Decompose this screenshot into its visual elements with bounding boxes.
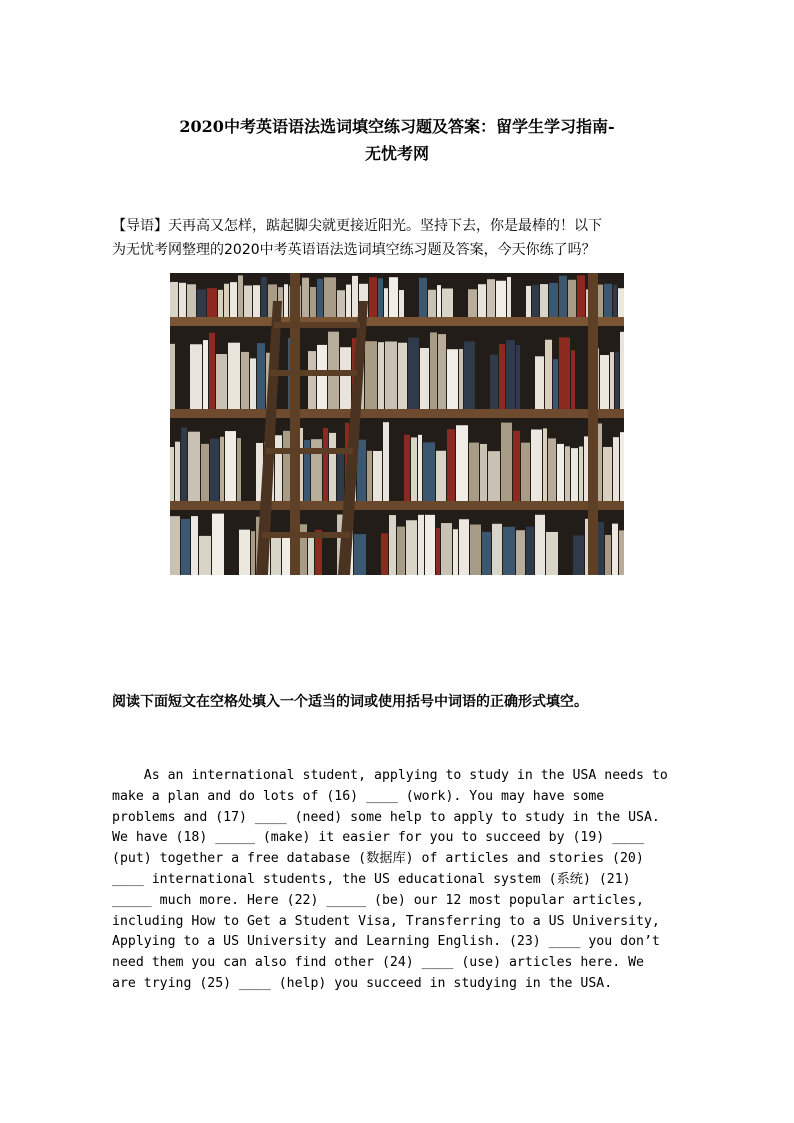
book-spine [559, 337, 570, 409]
book-spine [620, 432, 624, 501]
book-spine [271, 532, 281, 575]
book-spine [423, 442, 435, 501]
book-spine [378, 342, 384, 409]
book-spine [352, 276, 358, 317]
title-line-1: 2020中考英语语法选词填空练习题及答案：留学生学习指南- [179, 117, 615, 136]
book-spine [261, 277, 267, 317]
book-spine [548, 438, 556, 501]
book-spine [571, 350, 575, 409]
book-spine [531, 429, 542, 501]
book-spine [230, 282, 237, 317]
book-spine [568, 280, 576, 317]
book-spine [438, 334, 446, 409]
book-spine [501, 423, 512, 501]
book-spine [425, 515, 435, 575]
book-spine [420, 348, 429, 409]
book-spine [220, 437, 224, 501]
book-spine [170, 344, 175, 409]
book-spine [357, 440, 366, 501]
book-spine [516, 530, 525, 575]
book-spine [367, 451, 372, 501]
book-spine [573, 535, 584, 575]
passage-line: _____ much more. Here (22) _____ (be) our 12 most popular articles, [112, 892, 644, 908]
book-spine [389, 515, 396, 575]
book-spine [559, 276, 567, 317]
book-spine [209, 333, 215, 409]
book-spine [535, 356, 544, 409]
book-spine [373, 451, 382, 501]
book-spine [436, 528, 440, 575]
book-spine [170, 447, 174, 501]
book-spine [340, 347, 351, 409]
book-spine [225, 431, 236, 501]
book-spine [275, 435, 282, 501]
passage-line: ____ international students, the US educational system (系统) (21) [112, 871, 631, 887]
book-spine [447, 429, 455, 501]
book-spine [577, 275, 585, 317]
book-spine [404, 435, 410, 501]
passage-line: including How to Get a Student Visa, Transferring to a US University, [112, 913, 660, 929]
book-spine [346, 285, 351, 317]
book-spine [218, 290, 223, 317]
book-spine [406, 520, 417, 575]
instruction-text: 阅读下面短文在空格处填入一个适当的词或使用括号中词语的正确形式填空。 [112, 694, 588, 710]
book-spine [365, 341, 377, 409]
book-spine [419, 278, 427, 317]
book-spine [212, 514, 224, 575]
passage-line: problems and (17) ____ (need) some help to apply to study in the USA. [112, 809, 660, 825]
bookshelf-photo [170, 273, 624, 575]
book-spine [487, 279, 495, 317]
book-spine [190, 344, 202, 409]
book-spine [478, 284, 486, 317]
book-spine [188, 432, 200, 501]
book-spine [385, 342, 397, 409]
book-spine [216, 354, 227, 409]
cloze-passage [112, 766, 692, 995]
book-spine [543, 428, 547, 501]
passage-line: need them you can also find other (24) ____ (use) articles here. We [112, 955, 644, 971]
book-spine [459, 349, 463, 409]
book-spine [384, 288, 388, 317]
book-spine [468, 289, 477, 317]
book-spine [329, 433, 336, 501]
book-spine [210, 439, 219, 501]
passage-line: are trying (25) ____ (help) you succeed in studying in the USA. [112, 975, 613, 991]
book-spine [436, 451, 446, 501]
book-spine [456, 425, 468, 501]
book-spine [506, 340, 515, 409]
book-spine [598, 522, 604, 575]
book-spine [545, 340, 552, 409]
book-spine [579, 447, 583, 501]
book-spine [603, 447, 612, 501]
intro-line-1: 【导语】天再高又怎样，踮起脚尖就更接近阳光。坚持下去，你是最棒的！以下 [112, 218, 602, 234]
book-spine [228, 343, 240, 409]
book-spine [170, 282, 178, 317]
book-spine [237, 438, 241, 501]
book-spine [526, 286, 531, 317]
book-spine [600, 355, 609, 409]
book-spine [612, 524, 618, 575]
book-spine [620, 332, 624, 409]
book-spine [250, 358, 256, 409]
book-spine [442, 288, 453, 317]
book-spine [521, 443, 530, 501]
book-spine [317, 279, 323, 317]
book-spine [253, 285, 260, 317]
book-spine [540, 284, 548, 317]
book-spine [170, 516, 180, 575]
book-spine [284, 284, 288, 317]
book-spine [441, 523, 452, 575]
passage-line: (put) together a free database (数据库) of articles and stories (20) [112, 851, 644, 867]
passage-line: Applying to a US University and Learning English. (23) ____ you don’t [112, 934, 660, 950]
book-spine [490, 355, 498, 409]
intro-paragraph [112, 214, 684, 262]
book-spine [299, 524, 307, 575]
book-spine [411, 437, 417, 501]
book-spine [187, 284, 196, 317]
book-spine [201, 444, 209, 501]
book-spine [513, 431, 520, 501]
book-spine [418, 435, 422, 501]
book-spine [428, 290, 436, 317]
book-spine [604, 284, 612, 317]
book-spine [546, 532, 558, 575]
book-spine [470, 525, 481, 575]
book-spine [207, 288, 217, 317]
book-spine [381, 533, 388, 575]
book-spine [535, 515, 545, 575]
book-spine [492, 524, 502, 575]
book-spine [179, 283, 186, 317]
book-spine [613, 285, 617, 317]
book-spine [526, 527, 534, 575]
book-spine [488, 451, 500, 501]
book-spine [447, 349, 458, 409]
book-spine [430, 332, 437, 409]
book-spine [565, 446, 570, 501]
book-spine [571, 448, 578, 501]
book-spine [199, 536, 211, 575]
book-spine [613, 437, 619, 501]
book-spine [244, 286, 252, 317]
book-spine [615, 352, 619, 409]
book-spine [203, 340, 208, 409]
book-spine [399, 290, 404, 317]
book-spine [464, 341, 475, 409]
book-spine [378, 278, 383, 317]
bookshelf-illustration [170, 273, 624, 575]
book-spine [224, 284, 229, 317]
book-spine [257, 343, 265, 409]
book-spine [503, 527, 515, 575]
book-spine [324, 277, 336, 317]
book-spine [323, 428, 328, 501]
book-spine [241, 352, 249, 409]
book-spine [553, 359, 558, 409]
book-spine [437, 285, 441, 317]
intro-line-2: 为无忧考网整理的2020中考英语语法选词填空练习题及答案，今天你练了吗？ [112, 242, 596, 258]
book-spine [480, 444, 487, 501]
book-spine [251, 531, 255, 575]
book-spine [283, 431, 290, 501]
book-spine [557, 444, 564, 501]
book-spine [389, 277, 398, 317]
book-spine [238, 275, 243, 317]
book-spine [175, 442, 180, 501]
book-spine [516, 345, 520, 409]
passage-line: We have (18) _____ (make) it easier for you to succeed by (19) ____ [112, 830, 644, 846]
book-spine [499, 344, 505, 409]
passage-line: As an international student, applying to study in the USA needs to [112, 768, 668, 783]
book-spine [496, 281, 506, 317]
book-spine [408, 338, 419, 409]
book-spine [310, 287, 316, 317]
book-spine [469, 443, 479, 501]
book-spine [619, 530, 624, 575]
book-spine [383, 422, 389, 501]
book-spine [302, 278, 309, 317]
book-spine [337, 290, 345, 317]
document-title [112, 113, 682, 167]
title-line-2: 无忧考网 [364, 144, 429, 163]
book-spine [549, 283, 558, 317]
book-spine [618, 288, 624, 317]
book-spine [398, 343, 407, 409]
book-spine [308, 533, 314, 575]
book-spine [397, 527, 405, 575]
book-spine [181, 519, 190, 575]
book-spine [181, 427, 187, 501]
book-spine [337, 449, 344, 501]
passage-line: make a plan and do lots of (16) ____ (work). You may have some [112, 788, 605, 804]
book-spine [239, 530, 250, 575]
book-spine [453, 529, 458, 575]
book-spine [197, 289, 206, 317]
book-spine [369, 277, 377, 317]
book-spine [532, 285, 539, 317]
book-spine [605, 535, 611, 575]
book-spine [459, 519, 469, 575]
book-spine [418, 515, 424, 575]
book-spine [191, 516, 198, 575]
book-spine [317, 345, 327, 409]
book-spine [308, 351, 316, 409]
book-spine [610, 352, 614, 409]
book-spine [354, 534, 366, 575]
book-spine [507, 277, 511, 317]
book-spine [482, 532, 491, 575]
